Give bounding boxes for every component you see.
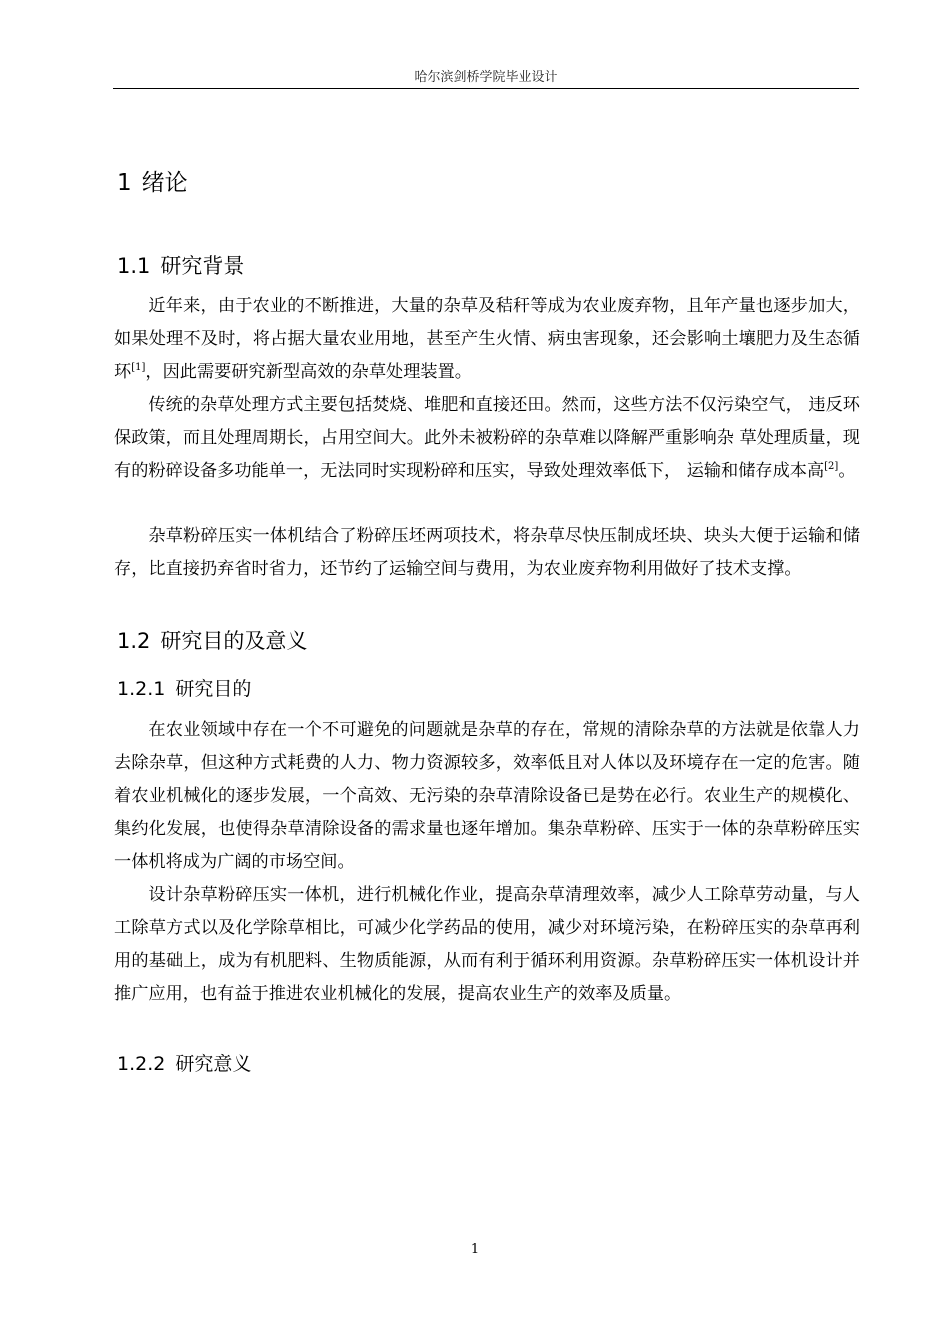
chapter-number: 1 xyxy=(117,170,132,196)
section-number: 1.1 xyxy=(117,254,151,278)
section-title: 研究背景 xyxy=(160,254,245,278)
section-number: 1.2 xyxy=(117,629,151,653)
section-heading-1-2 xyxy=(117,625,307,655)
section-heading-1-1 xyxy=(117,250,244,280)
page-number: 1 xyxy=(470,1242,480,1257)
subsection-title: 研究目的 xyxy=(175,678,252,700)
chapter-heading xyxy=(117,164,188,197)
paragraph-text: 传统的杂草处理方式主要包括焚烧、堆肥和直接还田。然而，这些方法不仅污染空气， 违反环保政策，而且处理周期长，占用空间大。此外未被粉碎的杂草难以降解严重影响杂 草处理质量，现有的粉碎设备多功能单一，无法同时实现粉碎和压实，导致处理效率低下， 运输和储存成本高 xyxy=(114,395,860,481)
paragraph-background-3: 杂草粉碎压实一体机结合了粉碎压坯两项技术，将杂草尽快压制成坯块、块头大便于运输和储存，比直接扔弃省时省力，还节约了运输空间与费用，为农业废弃物利用做好了技术支撑。 xyxy=(114,526,860,579)
paragraph-background-2 xyxy=(114,389,860,488)
citation-ref-2: [2] xyxy=(824,461,839,472)
subsection-heading-1-2-2 xyxy=(117,1049,251,1076)
header-rule xyxy=(113,88,859,89)
paragraph-text: 。 xyxy=(838,461,856,481)
subsection-title: 研究意义 xyxy=(175,1053,252,1075)
subsection-number: 1.2.1 xyxy=(117,678,166,700)
section-title: 研究目的及意义 xyxy=(160,629,308,653)
paragraph-background-1 xyxy=(114,290,860,389)
page-header: 哈尔滨剑桥学院毕业设计 xyxy=(414,70,558,85)
chapter-title: 绪论 xyxy=(141,170,188,196)
paragraph-purpose-1: 在农业领域中存在一个不可避免的问题就是杂草的存在，常规的清除杂草的方法就是依靠人力去除杂草，但这种方式耗费的人力、物力资源较多，效率低且对人体以及环境存在一定的危害。随着农业机械化的逐步发展，一个高效、无污染的杂草清除设备已是势在必行。农业生产的规模化、集约化发展，也使得杂草清除设备的需求量也逐年增加。集杂草粉碎、压实于一体的杂草粉碎压实一体机将成为广阔的市场空间。 xyxy=(114,720,860,872)
citation-ref-1: [1] xyxy=(131,362,146,373)
paragraph-text: 近年来，由于农业的不断推进，大量的杂草及秸秆等成为农业废弃物，且年产量也逐步加大，如果处理不及时，将占据大量农业用地，甚至产生火情、病虫害现象，还会影响土壤肥力及生态循环 xyxy=(114,296,860,382)
paragraph-purpose-2: 设计杂草粉碎压实一体机，进行机械化作业，提高杂草清理效率，减少人工除草劳动量，与人工除草方式以及化学除草相比，可减少化学药品的使用，减少对环境污染，在粉碎压实的杂草再利用的基础上，成为有机肥料、生物质能源，从而有利于循环利用资源。杂草粉碎压实一体机设计并推广应用，也有益于推进农业机械化的发展，提高农业生产的效率及质量。 xyxy=(114,885,860,1004)
subsection-heading-1-2-1 xyxy=(117,674,251,701)
paragraph-text: ，因此需要研究新型高效的杂草处理装置。 xyxy=(145,362,472,382)
subsection-number: 1.2.2 xyxy=(117,1053,166,1075)
